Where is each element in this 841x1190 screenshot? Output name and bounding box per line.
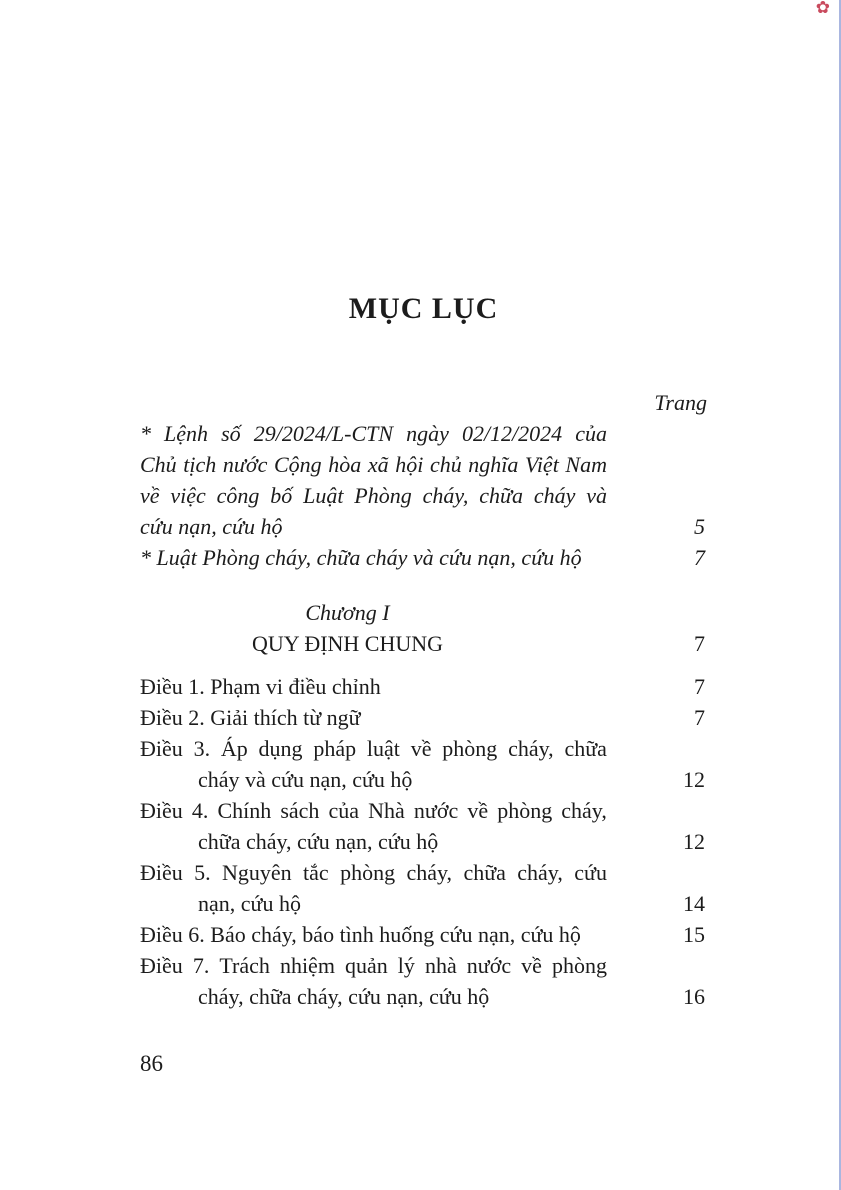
toc-row [140,480,707,511]
toc-row [140,671,707,702]
toc-row [140,628,707,659]
toc-row [140,857,707,888]
toc-row [140,764,707,795]
toc-entry-text: * Lệnh số 29/2024/L-CTN ngày 02/12/2024 của [140,421,607,446]
toc-entry-text: Điều 3. Áp dụng pháp luật về phòng cháy, chữa [140,736,607,761]
toc-row [140,733,707,764]
toc-entry-text: cháy, chữa cháy, cứu nạn, cứu hộ [198,984,490,1009]
toc-entry-text: Điều 5. Nguyên tắc phòng cháy, chữa cháy, cứu [140,860,607,885]
toc-row [140,826,707,857]
toc-page-number: 12 [683,829,705,854]
toc-row [140,542,707,573]
toc-entry-text: Chương I [305,600,390,625]
toc-list [140,418,707,1012]
toc-entry-text: Điều 6. Báo cháy, báo tình huống cứu nạn, cứu hộ [140,922,581,947]
toc-row [140,597,707,628]
page-column-header: Trang [654,390,707,415]
toc-page-number: 7 [694,545,705,570]
toc-content [140,292,707,1012]
toc-entry-text: QUY ĐỊNH CHUNG [251,631,444,656]
toc-page-number: 12 [683,767,705,792]
toc-entry-text: nạn, cứu hộ [198,891,301,916]
toc-page-number: 15 [683,922,705,947]
page-title: MỤC LỤC [348,292,499,325]
toc-entry-text: Điều 4. Chính sách của Nhà nước về phòng cháy, [140,798,607,823]
toc-entry-text: Chủ tịch nước Cộng hòa xã hội chủ nghĩa Việt Nam [140,452,607,477]
flower-ornament-icon: ✿ [815,0,830,18]
toc-entry-text: * Luật Phòng cháy, chữa cháy và cứu nạn, cứu hộ [140,545,582,570]
toc-row [140,418,707,449]
toc-page-number: 7 [694,631,705,656]
toc-page-number: 7 [694,705,705,730]
toc-page-number: 5 [694,514,705,539]
toc-row [140,702,707,733]
toc-page-number: 7 [694,674,705,699]
toc-row [140,449,707,480]
toc-row [140,919,707,950]
toc-row [140,950,707,981]
toc-entry-text: về việc công bố Luật Phòng cháy, chữa cháy và [140,483,607,508]
folio-page-number: 86 [140,1051,163,1076]
toc-entry-text: chữa cháy, cứu nạn, cứu hộ [198,829,439,854]
toc-entry-text: Điều 2. Giải thích từ ngữ [140,705,361,730]
toc-row [140,981,707,1012]
toc-entry-text: Điều 7. Trách nhiệm quản lý nhà nước về phòng [140,953,607,978]
toc-entry-text: cứu nạn, cứu hộ [140,514,283,539]
toc-entry-text: Điều 1. Phạm vi điều chỉnh [140,674,381,699]
toc-page-number: 14 [683,891,705,916]
toc-row [140,511,707,542]
toc-row [140,888,707,919]
toc-row [140,795,707,826]
toc-entry-text: cháy và cứu nạn, cứu hộ [198,767,413,792]
toc-page-number: 16 [683,984,705,1009]
